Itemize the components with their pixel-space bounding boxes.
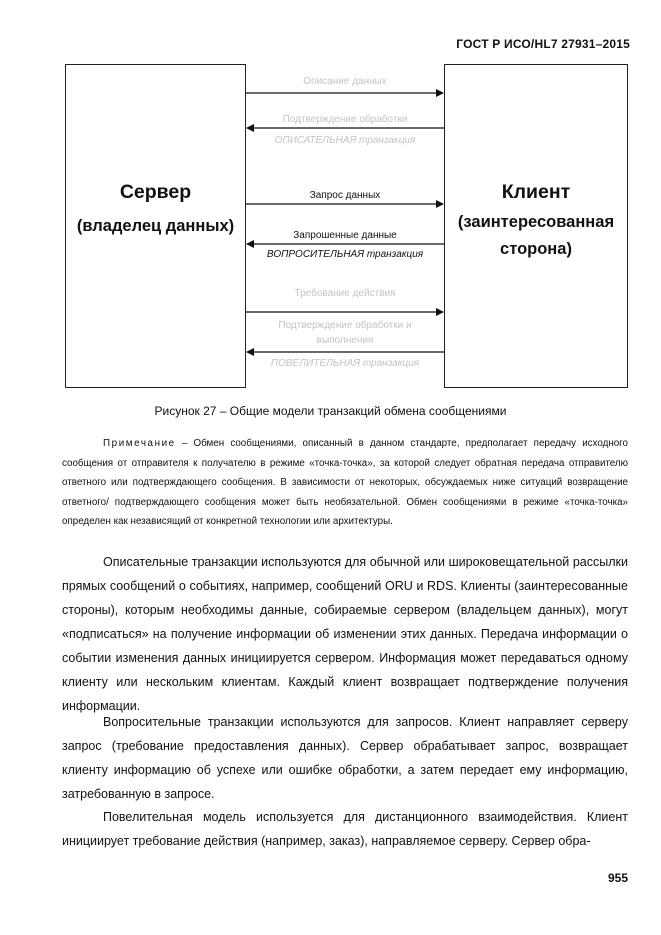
server-subtitle: (владелец данных) (76, 217, 235, 235)
figure-caption: Рисунок 27 – Общие модели транзакций обмена сообщениями (154, 404, 507, 418)
client-subtitle-line1: (заинтересованная (457, 213, 615, 231)
server-title: Сервер (119, 181, 192, 203)
label-processing-ack: Подтверждение обработки (282, 114, 408, 125)
body-paragraph-1: Описательные транзакции используются для обычной или широковещательной рассылки прямых сообщений о событиях, например, сообщений ORU и RDS. Клиенты (заинтересованные стороны), которым необходимы данные, собираемые сервером (владельцем данных), могут «подписаться» на получение информации об изменении этих данных. Передача информации о событии изменения данных инициируется сервером. Информация может передаваться одному клиенту или нескольким клиентам. Каждый клиент возвращает подтверждение получения информации. (62, 555, 628, 713)
body-paragraph-2: Вопросительные транзакции используются для запросов. Клиент направляет серверу запрос (требование предоставления данных). Сервер обрабатывает запрос, возвращает клиенту информацию об успехе или ошибке обработки, а затем передает ему информацию, затребованную в запросе. (62, 715, 628, 801)
label-descriptive-transaction: ОПИСАТЕЛЬНАЯ транзакция (274, 135, 416, 146)
body-paragraph-3: Повелительная модель используется для дистанционного взаимодействия. Клиент инициирует требование действия (например, заказ), направляемое серверу. Сервер обра- (62, 810, 628, 848)
label-data-description: Описание данных (303, 76, 387, 87)
note-lead: Примечание (103, 438, 176, 449)
client-title: Клиент (501, 181, 571, 203)
label-execution-ack-line1: Подтверждение обработки и (278, 320, 412, 331)
label-requested-data: Запрошенные данные (293, 230, 397, 241)
document-header-code: ГОСТ Р ИСО/HL7 27931–2015 (456, 37, 630, 51)
note-text: – Обмен сообщениями, описанный в данном стандарте, предполагает передачу исходного сообщения от отправителя к получателю в режиме «точка-точка», за которой следует обратная передача отправителю ответного или подтверждающего сообщения. В зависимости от некоторых, обсуждаемых ниже ситуаций возвращение ответного/ подтверждающего сообщения может быть необязательной. Обмен сообщениями в режиме «точка-точка» определен как независящий от конкретной технологии или архитектуры. (62, 438, 628, 527)
page-number: 955 (607, 871, 628, 885)
label-imperative-transaction: ПОВЕЛИТЕЛЬНАЯ транзакция (270, 358, 420, 369)
label-action-request: Требование действия (294, 288, 396, 299)
label-data-request: Запрос данных (309, 190, 381, 201)
note-paragraph (62, 434, 628, 532)
label-execution-ack-line2: выполнения (316, 335, 374, 346)
client-subtitle-line2: сторона) (500, 240, 572, 258)
label-interrogative-transaction: ВОПРОСИТЕЛЬНАЯ транзакция (266, 249, 424, 260)
